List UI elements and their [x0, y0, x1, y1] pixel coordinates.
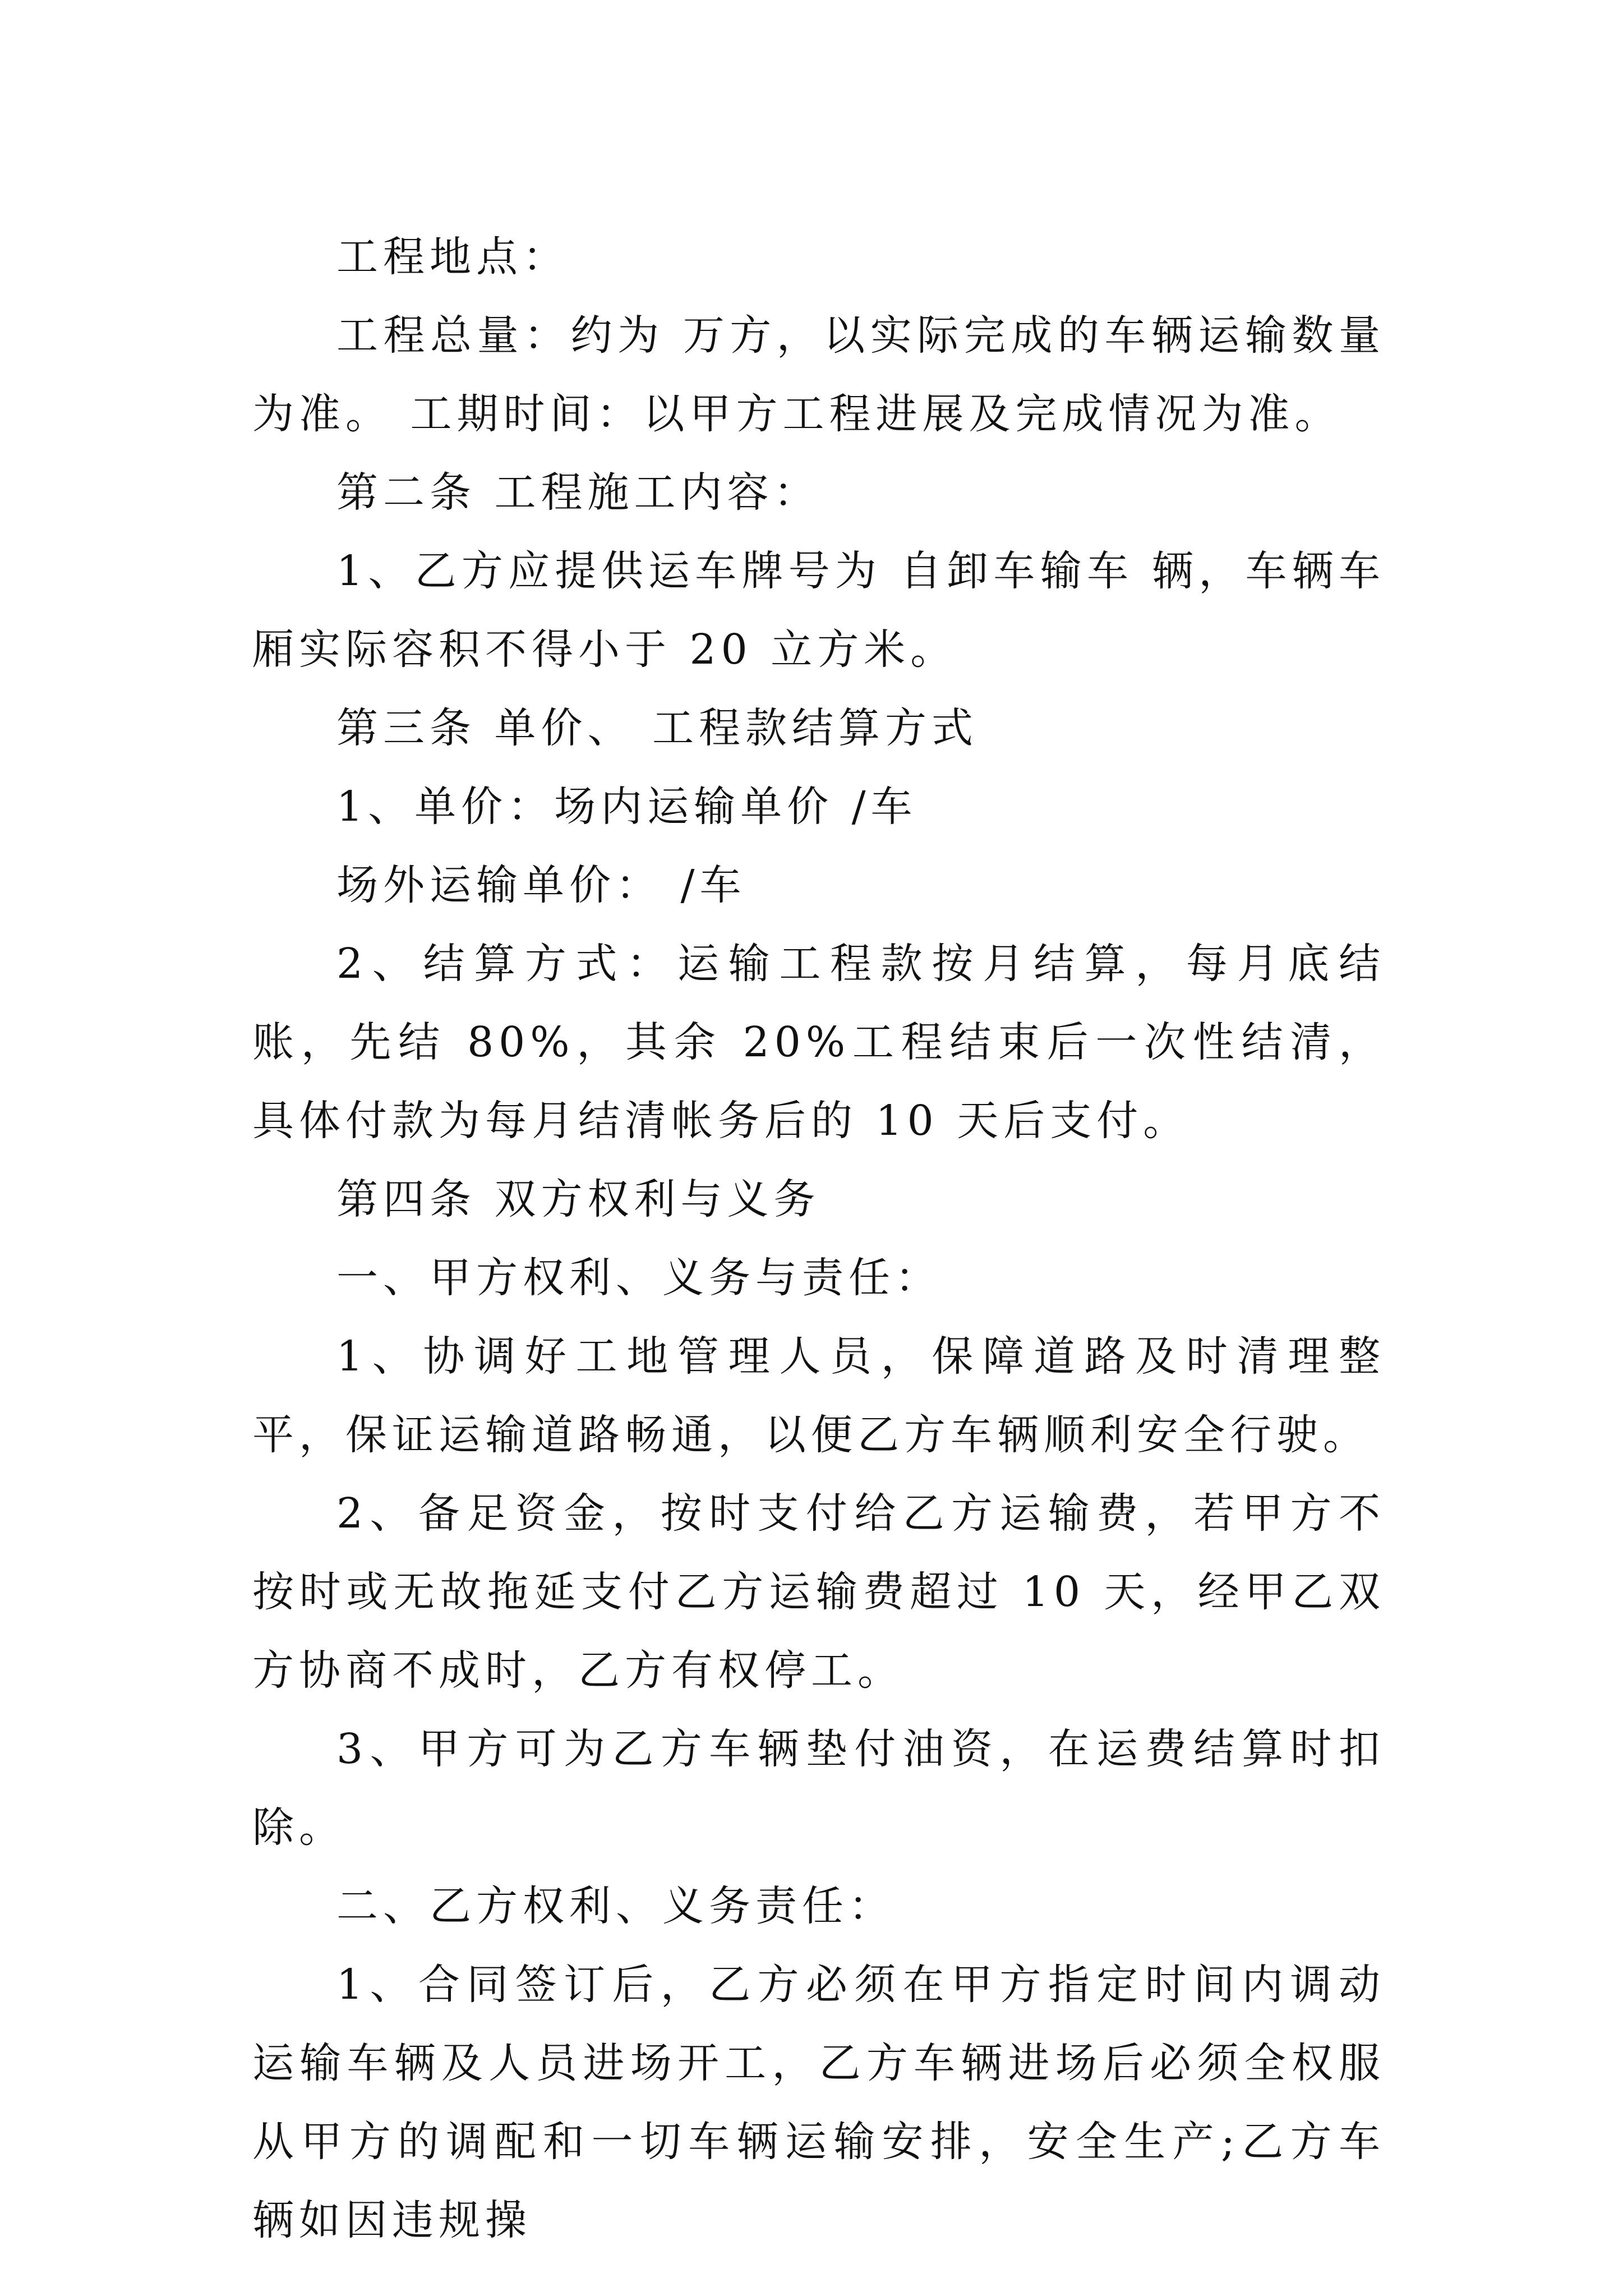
- paragraph-party-a-item-3: 3、甲方可为乙方车辆垫付油资，在运费结算时扣除。: [252, 1725, 1385, 1852]
- paragraph-unit-price-inside: 1、单价：场内运输单价 /车: [336, 783, 917, 831]
- heading-article-3: 第三条 单价、 工程款结算方式: [336, 704, 979, 752]
- paragraph-article-2-item-1: 1、乙方应提供运车牌号为 自卸车输车 辆，车辆车厢实际容积不得小于 20 立方米。: [252, 547, 1385, 674]
- paragraph-project-quantity: 工程总量：约为 万方，以实际完成的车辆运输数量为准。 工期时间：以甲方工程进展及完成情况为准。: [252, 311, 1385, 438]
- paragraph-party-a-item-1: 1、协调好工地管理人员，保障道路及时清理整平，保证运输道路畅通，以便乙方车辆顺利安全行驶。: [252, 1332, 1385, 1459]
- paragraph-unit-price-outside: 场外运输单价： /车: [336, 861, 746, 909]
- heading-article-4: 第四条 双方权利与义务: [336, 1175, 820, 1223]
- subheading-party-a: 一、甲方权利、义务与责任：: [336, 1254, 942, 1302]
- heading-article-2: 第二条 工程施工内容：: [336, 468, 820, 517]
- paragraph-project-location: 工程地点：: [336, 233, 569, 281]
- subheading-party-b: 二、乙方权利、义务责任：: [336, 1882, 895, 1930]
- paragraph-party-b-item-1: 1、合同签订后，乙方必须在甲方指定时间内调动运输车辆及人员进场开工，乙方车辆进场后必须全权服从甲方的调配和一切车辆运输安排，安全生产;乙方车辆如因违规操: [252, 1961, 1385, 2244]
- paragraph-party-a-item-2: 2、备足资金，按时支付给乙方运输费，若甲方不按时或无故拖延支付乙方运输费超过 10 天，经甲乙双方协商不成时，乙方有权停工。: [252, 1489, 1385, 1695]
- document-body: [252, 218, 1385, 2260]
- paragraph-settlement-method: 2、结算方式：运输工程款按月结算，每月底结账，先结 80%，其余 20%工程结束后一次性结清，具体付款为每月结清帐务后的 10 天后支付。: [252, 940, 1385, 1145]
